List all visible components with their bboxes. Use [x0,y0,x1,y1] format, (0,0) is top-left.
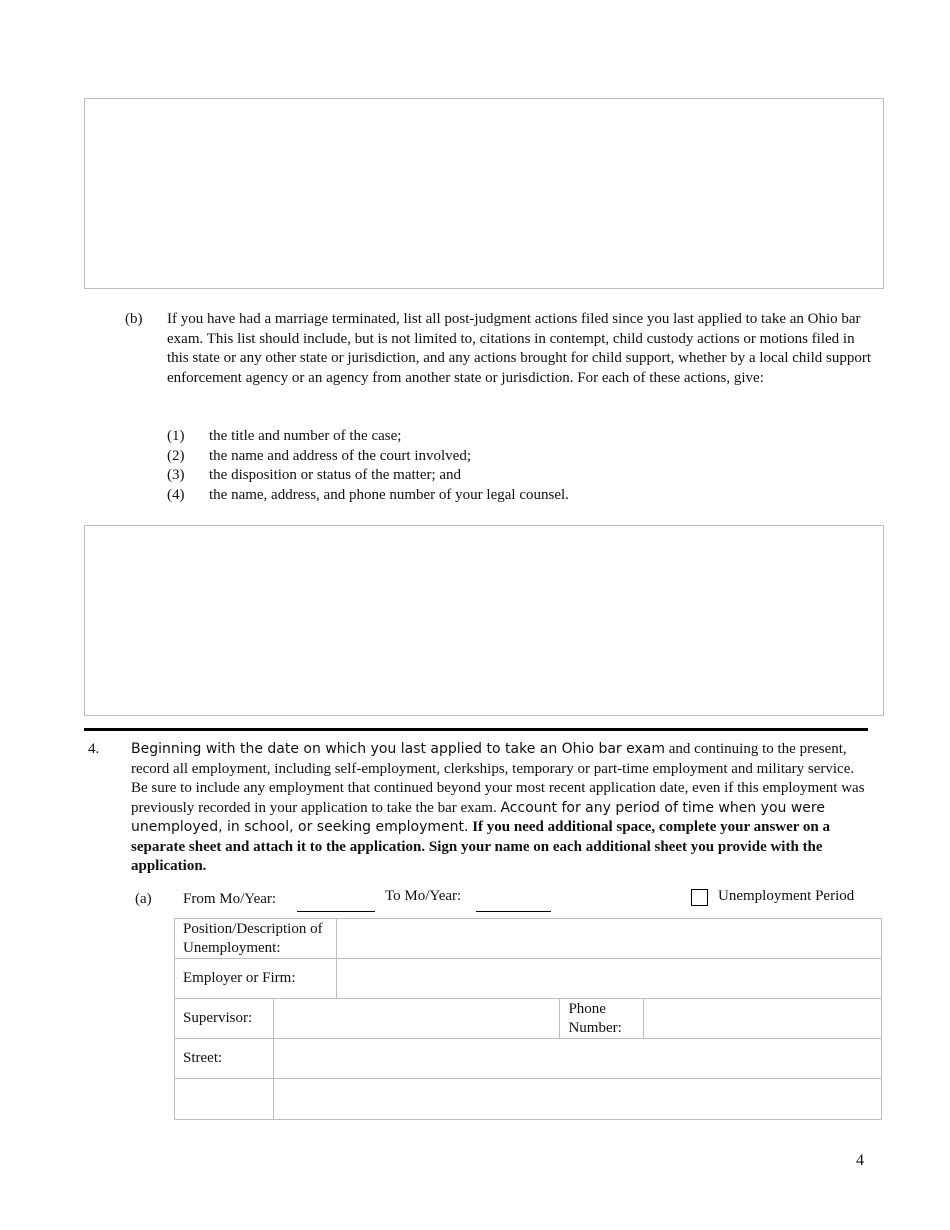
list-item-number: (4) [167,486,185,503]
unemployment-checkbox[interactable] [691,889,708,906]
address-extra-field[interactable] [273,1079,881,1120]
page-number: 4 [856,1152,864,1169]
list-item [167,486,569,506]
to-label: To Mo/Year: [385,888,462,904]
unemployment-label: Unemployment Period [718,888,855,904]
position-label: Position/Description of Unemployment: [175,919,337,959]
street-label: Street: [175,1039,274,1079]
supervisor-field[interactable] [273,999,559,1039]
section-3b-text: If you have had a marriage terminated, list all post-judgment actions filed since you last applied to take an Ohio bar exam. This list should include, but is not limited to, citations in contempt, child custody actions or motions filed in this state or any other state or jurisdiction, and any actions brought for child support, whether by a local child support enforcement agency or an agency from another state or jurisdiction. For each of these actions, give: [167,311,872,386]
employer-field[interactable] [336,959,881,999]
section-4-body: and continuing to the present, record all employment, including self-employment, clerkships, temporary or part-time employment and military service. Be sure to include any employment that continued beyond your most recent application date, even if this employment was previously recorded in your application to take the bar exam. [131,741,865,816]
from-label: From Mo/Year: [183,891,277,907]
employer-label: Employer or Firm: [175,959,337,999]
employment-a-label: (a) [135,891,152,907]
list-item-text: the name and address of the court involved; [209,447,472,464]
list-item-number: (2) [167,447,185,464]
employment-table [174,918,882,1120]
list-item-number: (3) [167,467,185,483]
section-4-text [131,740,873,877]
list-item [167,427,401,447]
section-4-lead: Beginning with the date on which you last applied to take an Ohio bar exam [131,741,666,757]
section-4-instructions: If you need additional space, complete your answer on a separate sheet and attach it to the application. Sign your name on each additional sheet you provide with the application. [131,819,831,874]
address-extra-label [175,1079,274,1120]
from-date-field[interactable] [297,911,375,912]
to-date-field[interactable] [476,911,551,912]
list-item [167,447,471,467]
supervisor-label: Supervisor: [175,999,274,1039]
list-item-text: the disposition or status of the matter; and [209,467,462,483]
answer-box-previous[interactable] [84,98,884,289]
street-field[interactable] [273,1039,881,1079]
section-4-number: 4. [88,741,100,757]
list-item-text: the title and number of the case; [209,428,402,444]
section-3b-label: (b) [125,311,143,327]
phone-label: Phone Number: [560,999,644,1039]
section-divider [84,728,868,731]
section-4-account: Account for any period of time when you were unemployed, in school, or seeking employment. [131,799,825,835]
list-item [167,466,461,486]
position-field[interactable] [336,919,881,959]
list-item-number: (1) [167,428,185,444]
list-item-text: the name, address, and phone number of your legal counsel. [209,486,569,503]
phone-field[interactable] [644,999,882,1039]
answer-box-3b[interactable] [84,525,884,716]
